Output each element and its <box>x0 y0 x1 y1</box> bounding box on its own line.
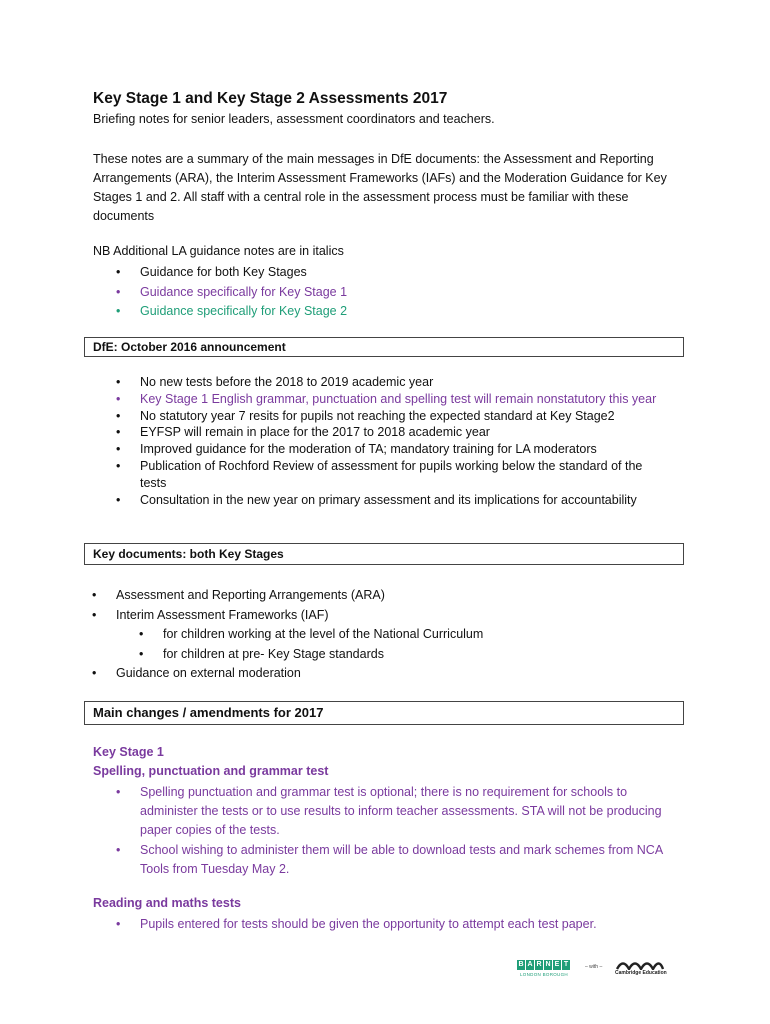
spag-heading: Spelling, punctuation and grammar test <box>93 764 329 778</box>
list-item: • No new tests before the 2018 to 2019 academic year <box>140 374 670 391</box>
list-item: • School wishing to administer them will be able to download tests and mark schemes from NCA Tools from Tuesday May 2. <box>140 841 670 879</box>
list-item: • EYFSP will remain in place for the 2017 to 2018 academic year <box>140 424 670 441</box>
reading-maths-list <box>140 915 597 934</box>
list-item: • Spelling punctuation and grammar test is optional; there is no requirement for schools to administer the tests or to use results to inform teacher assessments. STA will not be producing paper copies of the tests. <box>140 783 670 841</box>
sub-list <box>116 625 483 664</box>
cambridge-education-logo-icon <box>615 958 665 970</box>
list-item: • Improved guidance for the moderation of TA; mandatory training for LA moderators <box>140 441 670 458</box>
barnet-logo-letter: R <box>536 961 542 968</box>
barnet-logo-letter: N <box>545 961 551 968</box>
list-item-label: Interim Assessment Frameworks (IAF) <box>116 607 329 622</box>
barnet-logo-letter: B <box>518 961 524 968</box>
list-item <box>116 606 483 665</box>
reading-maths-heading: Reading and maths tests <box>93 896 241 910</box>
legend-item-both: • Guidance for both Key Stages <box>140 263 347 283</box>
cambridge-education-label: Cambridge Education <box>615 970 667 976</box>
barnet-logo-letter: T <box>563 961 569 968</box>
section-heading-key-documents: Key documents: both Key Stages <box>84 543 684 565</box>
sub-list-item: • for children working at the level of the National Curriculum <box>163 625 483 645</box>
with-label: – with – <box>585 964 603 970</box>
list-item: • No statutory year 7 resits for pupils not reaching the expected standard at Key Stage2 <box>140 408 670 425</box>
legend-item-ks2: • Guidance specifically for Key Stage 2 <box>140 302 347 322</box>
list-item: • Publication of Rochford Review of assessment for pupils working below the standard of the tests <box>140 458 670 492</box>
legend-list <box>140 263 347 322</box>
footer-logos <box>517 958 677 982</box>
page-title: Key Stage 1 and Key Stage 2 Assessments 2017 <box>93 90 448 107</box>
section-heading-dfe: DfE: October 2016 announcement <box>84 337 684 357</box>
spag-list <box>140 783 670 879</box>
list-item: • Pupils entered for tests should be given the opportunity to attempt each test paper. <box>140 915 597 934</box>
list-item: • Assessment and Reporting Arrangements (ARA) <box>116 586 483 606</box>
barnet-logo-letter: E <box>554 961 560 968</box>
sub-list-item: • for children at pre- Key Stage standards <box>163 645 483 665</box>
list-item: • Key Stage 1 English grammar, punctuation and spelling test will remain nonstatutory this year <box>140 391 670 408</box>
barnet-logo-letter: A <box>527 961 533 968</box>
barnet-logo-subtitle: LONDON BOROUGH <box>520 972 568 977</box>
nb-note: NB Additional LA guidance notes are in italics <box>93 244 344 258</box>
ks1-heading: Key Stage 1 <box>93 745 164 759</box>
section-heading-main-changes: Main changes / amendments for 2017 <box>84 701 684 725</box>
page-subtitle: Briefing notes for senior leaders, assessment coordinators and teachers. <box>93 112 495 126</box>
barnet-logo <box>517 960 571 970</box>
list-item: • Guidance on external moderation <box>116 664 483 684</box>
dfe-announcement-list <box>140 374 670 508</box>
intro-paragraph: These notes are a summary of the main messages in DfE documents: the Assessment and Reporting Arrangements (ARA), the Interim Assessment Frameworks (IAFs) and the Moderation Guidance for Key Stages 1 and 2. All staff with a central role in the assessment process must be familiar with these documents <box>93 152 667 223</box>
key-documents-list <box>116 586 483 684</box>
legend-item-ks1: • Guidance specifically for Key Stage 1 <box>140 283 347 303</box>
list-item: • Consultation in the new year on primary assessment and its implications for accountability <box>140 492 670 509</box>
